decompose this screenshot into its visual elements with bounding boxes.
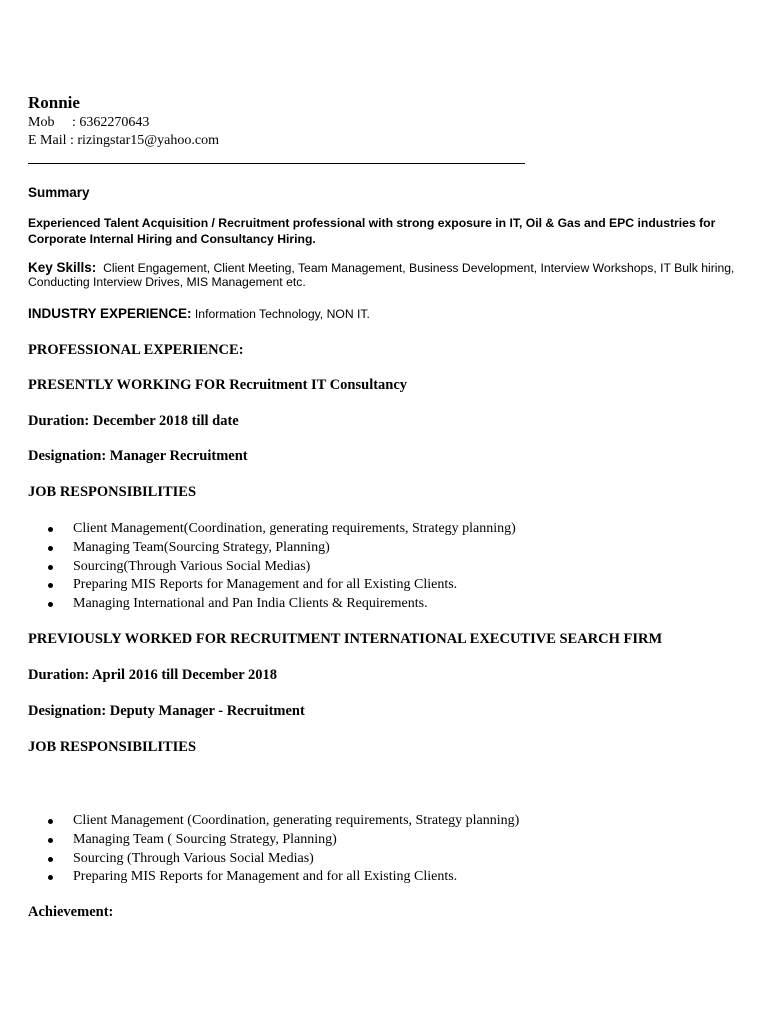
present-job-responsibilities-heading: JOB RESPONSIBILITIES [28, 484, 197, 500]
bullet-icon [48, 838, 53, 843]
bullet-icon [48, 602, 53, 607]
previous-job-responsibilities-heading: JOB RESPONSIBILITIES [28, 739, 197, 755]
industry-experience-section [28, 306, 370, 321]
previous-job-responsibilities-list [28, 812, 519, 887]
list-item: Preparing MIS Reports for Management and for all Existing Clients. [28, 576, 516, 595]
key-skills-text: Client Engagement, Client Meeting, Team Management, Business Development, Interview Workshops, IT Bulk hiring, Conducting Interview Drives, MIS Management etc. [28, 261, 735, 289]
bullet-icon [48, 583, 53, 588]
previous-job-designation: Designation: Deputy Manager - Recruitment [28, 703, 305, 719]
list-item: Managing International and Pan India Clients & Requirements. [28, 595, 516, 614]
list-item: Preparing MIS Reports for Management and for all Existing Clients. [28, 868, 519, 887]
list-item: Client Management (Coordination, generating requirements, Strategy planning) [28, 812, 519, 831]
email-row [28, 132, 219, 150]
header-divider [28, 163, 525, 164]
bullet-icon [48, 546, 53, 551]
present-job-responsibilities-list [28, 520, 516, 614]
bullet-icon [48, 527, 53, 532]
bullet-icon [48, 875, 53, 880]
present-job-duration: Duration: December 2018 till date [28, 413, 239, 429]
industry-text: Information Technology, NON IT. [194, 307, 370, 321]
summary-heading: Summary [28, 185, 90, 200]
email-label: E Mail [28, 133, 67, 148]
list-item: Client Management(Coordination, generating requirements, Strategy planning) [28, 520, 516, 539]
list-item: Managing Team ( Sourcing Strategy, Planning) [28, 831, 519, 850]
achievement-heading: Achievement: [28, 904, 114, 920]
list-item: Sourcing(Through Various Social Medias) [28, 558, 516, 577]
bullet-icon [48, 565, 53, 570]
bullet-icon [48, 819, 53, 824]
candidate-name: Ronnie [28, 93, 80, 112]
key-skills-section [28, 261, 740, 289]
email-address: : rizingstar15@yahoo.com [70, 133, 219, 148]
previous-job-duration: Duration: April 2016 till December 2018 [28, 667, 278, 683]
present-job-firm: PRESENTLY WORKING FOR Recruitment IT Consultancy [28, 377, 408, 393]
list-item: Sourcing (Through Various Social Medias) [28, 850, 519, 869]
summary-text: Experienced Talent Acquisition / Recruitment professional with strong exposure in IT, Oil & Gas and EPC industries for Corporate Internal Hiring and Consultancy Hiring. [28, 216, 716, 246]
mobile-label: Mob [28, 115, 55, 130]
industry-label: INDUSTRY EXPERIENCE: [28, 306, 192, 321]
previous-job-firm: PREVIOUSLY WORKED FOR RECRUITMENT INTERNATIONAL EXECUTIVE SEARCH FIRM [28, 631, 663, 647]
present-job-designation: Designation: Manager Recruitment [28, 448, 248, 464]
list-item: Managing Team(Sourcing Strategy, Planning) [28, 539, 516, 558]
mobile-row [28, 114, 149, 132]
key-skills-label: Key Skills: [28, 260, 97, 275]
professional-experience-heading: PROFESSIONAL EXPERIENCE: [28, 342, 244, 358]
bullet-icon [48, 857, 53, 862]
mobile-number: : 6362270643 [72, 115, 150, 130]
